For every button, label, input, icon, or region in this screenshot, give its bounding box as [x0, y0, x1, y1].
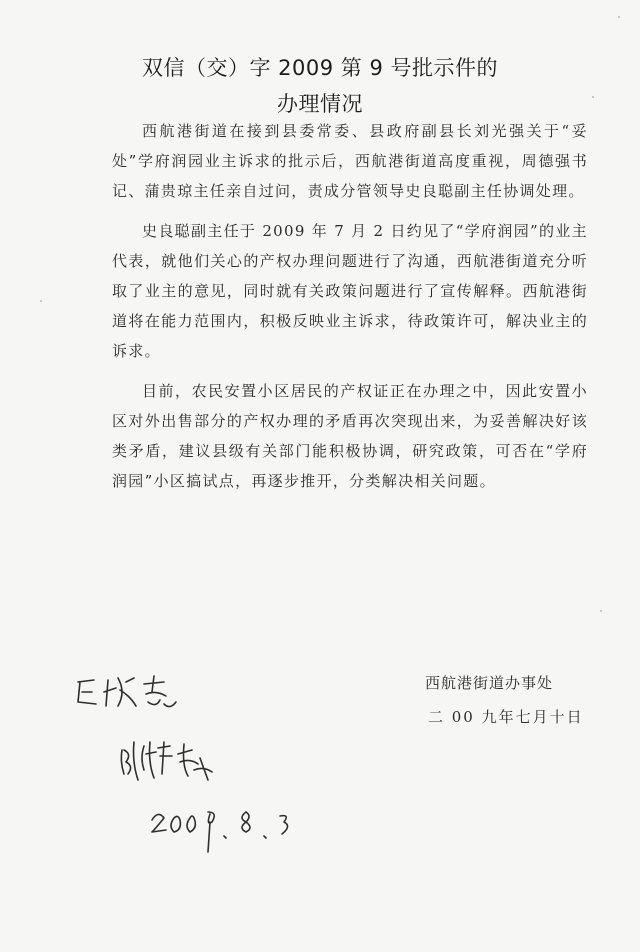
handwritten-annotation	[60, 662, 320, 882]
document-title-line2: 办理情况	[277, 92, 363, 116]
handwritten-note-date	[152, 812, 288, 852]
scan-speck	[40, 300, 42, 302]
document-body	[112, 116, 588, 506]
scan-speck	[600, 610, 602, 612]
signature-organization: 西航港街道办事处	[425, 674, 554, 692]
scan-speck	[592, 96, 594, 98]
document-title-line1: 双信（交）字 2009 第 9 号批示件的	[141, 56, 498, 80]
handwritten-note-line2	[121, 742, 212, 780]
paragraph-3: 目前，农民安置小区居民的产权证正在办理之中，因此安置小区对外出售部分的产权办理的矛盾再次突现出来，为妥善解决好该类矛盾，建议县级有关部门能积极协调，研究政策，可否在“学府润园”小区搞试点，再逐步推开，分类解决相关问题。	[112, 382, 588, 490]
signature-date: 二 00 九年七月十日	[428, 708, 584, 726]
paragraph-2: 史良聪副主任于 2009 年 7 月 2 日约见了“学府润园”的业主代表，就他们关心的产权办理问题进行了沟通，西航港街道充分听取了业主的意见，同时就有关政策问题进行了宣传解释。西航港街道将在能力范围内，积极反映业主诉求，待政策许可，解决业主的诉求。	[112, 222, 588, 360]
scan-speck	[618, 16, 620, 18]
handwritten-note-line1	[78, 676, 176, 707]
paragraph-1: 西航港街道在接到县委常委、县政府副县长刘光强关于“妥处”学府润园业主诉求的批示后，西航港街道高度重视，周德强书记、蒲贵琼主任亲自过问，责成分管领导史良聪副主任协调处理。	[112, 122, 588, 200]
